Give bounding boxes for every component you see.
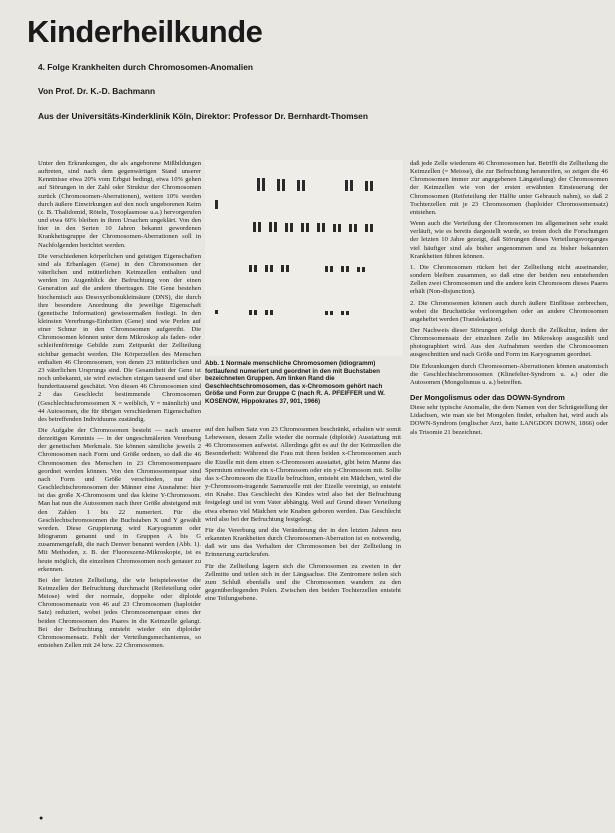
column-3 xyxy=(410,160,608,825)
paragraph: auf den halben Satz von 23 Chromosomen beschränkt, erhalten wir somit Lebewesen, dessen Zelle wieder die normale (diploide) Ausstattung mit 46 Chromosomen aufweist. Allerdings gibt es auf ihr der Keimzellen die Besonderheit: Während die Frau mit ihren beiden x-Chromosomen auch die Eizelle mit dem einen x-Chromosom ausstattet, gibt beim Manne das Spermium entweder ein x-Chromosom oder ein y-Chromosom mit. Sollte das x-Chromosom die Eizelle befruchten, entsteht ein Mädchen, wird die y-Chromosom-tragende Samenzelle mit der Eizelle vereinigt, so entsteht ein Knabe. Das Geschlecht des Kindes wird also bei der Befruchtung festgelegt und ist vom Vater abhängig. Weil auf Grund dieser Verteilung etwa ebenso viel Mädchen wie Knaben geboren werden. Das Geschlecht wird also bei der Befruchtung festgelegt. xyxy=(205,426,401,523)
paragraph: Die Erkrankungen durch Chromosomen-Aberrationen können anatomisch die Geschlechtschromosomen (Klinefelter-Syndrom u. a.) oder die Autosomen (Mongolismus u. a.) betreffen. xyxy=(410,362,608,386)
paragraph: Diese sehr typische Anomalie, die dem Namen von der Schrägstellung der Lidachsen, wie man sie bei Mongolen findet, erhalten hat, wird auch als DOWN-Syndrom (englischer Arzt, hatte LANGDON DOWN, 1866) oder als Trisomie 21 bezeichnet. xyxy=(410,404,608,436)
paragraph: daß jede Zelle wiederum 46 Chromosomen hat. Betrifft die Zellteilung die Keimzellen (= Meiose), die zur Befruchtung heranreifen, so zeigen die 46 Chromosomen immer zur angegebenen Längsteilung) der Chromosomen der Keimzellen wie von der ersten erwähnten Einsteuerung der Chromosomen (Reifeteilung der Hälfte unter Gebrauch nahm), so daß 2 Tochterzellen mit je 23 Chromosomen (haploider Chromosomensatz) entstehen. xyxy=(410,160,608,216)
affiliation-line: Aus der Universitäts-Kinderklinik Köln, Direktor: Professor Dr. Bernhardt-Thomsen xyxy=(38,111,368,121)
paragraph: Wenn auch die Verteilung der Chromosomen im allgemeinen sehr exakt verläuft, wie es bereits dargestellt wurde, so treten doch die Forschungen der letzten 10 Jahre gezeigt, daß Störungen dieses Verteilungsvorganges viel häufiger sind als bisher angenommen und zu bisher bekannten Krankheiten führen können. xyxy=(410,220,608,260)
series-subtitle: 4. Folge Krankheiten durch Chromosomen-Anomalien xyxy=(38,62,253,72)
paragraph: Die verschiedenen körperlichen und geistigen Eigenschaften sind als Erbanlagen (Gene) in den Chromosomen der väterlichen und mütterlichen Keimzellen enthalten und werden im Augenblick der Befruchtung von der einen Generation auf die andere übertragen. Die Gene bestehen biochemisch aus Desoxyribonukleinsäure (DNS), die durch ihre besondere Anordnung die jeweilige Eigenschaft (genetische Information) gewissermaßen festlegt. In den kleinsten Vererbungs-Einheiten (Gene) sind wie Perlen auf einer Schnur in den Chromosomen aufgereiht. Die Chromosomen können unter dem Mikroskop als faden- oder schleifenförmige Gebilde zum Zeitpunkt der Zellteilung sichtbar gemacht werden. Die Körperzellen des Menschen enthalten 46 Chromosomen, von denen 23 mütterlichen und 23 väterlichen Ursprungs sind. Die Gesamtheit der Gene ist noch unbekannt, sie wird zwischen einigen tausend und über hunderttausend geschätzt. Von diesen 46 Chromosomen sind 2 das Geschlecht bestimmende Chromosomen (Geschlechtschromosomen X = weiblich, Y = männlich) und 44 Autosomen, die für übrigen verschiedenen Eigenschaften des betreffenden Individuums zuständig. xyxy=(38,252,201,423)
paragraph: Bei der letzten Zellteilung, die wie beispielsweise die Keimzellen der Befruchtung durchmacht (Reifeteilung oder Meiose) wird der normale, doppelte oder diploide Chromosomensatz von 46 auf 23 Chromosomen (haploider Satz) reduziert, wobei jedes Chromosomenpaar eines der beiden Chromosomen des Paares in die Keimzelle gelangt. Bei der Befruchtung entsteht wieder ein diploider Chromosomensatz. Fehlt der Verteilungsmechanismus, so entstehen Zellen mit 24 bzw. 22 Chromosomen. xyxy=(38,576,201,650)
paragraph: Die Aufgabe der Chromosomen besteht — nach unserer derzeitigen Kenntnis — in der ungeschmälerten Vererbung der genetischen Merkmale. Sie können sämtliche jeweils 2 Chromosomen nach Form und Größe ordnen, so daß die 46 Chromosomen des Menschen in 23 Chromosomenpaare geordnet werden können. Von den Chromosomenpaar sind nach Form und Größe verschieden, nur die Geschlechtschromosomen der Männer eine Ausnahme: hier ist das große X-Chromosom und das kleine Y-Chromosom. Man hat nun die Autosomen nach ihrer Größe absteigend mit den Zahlen 1 bis 22 numeriert. Für die Geschlechtschromosomen die Buchstaben X und Y gewählt worden. Diese Gruppierung wird Karyogramm oder Idiogramm genannt und in Gruppen A bis G zusammengefaßt, die nach Denver benannt werden (Abb. 1). Mit Methoden, z. B. der Fluoreszenz-Mikroskopie, ist es heute möglich, die einzelnen Chromosomen noch genauer zu erkennen. xyxy=(38,427,201,573)
list-item: 1. Die Chromosomen rücken bei der Zellteilung nicht auseinander, sondern bleiben zusammen, so daß eine der beiden neu entstehenden Zellen zwei Chromosomen und die andere kein Chromosom dieses Paares erhält (Non-disjunction). xyxy=(410,263,608,296)
paragraph: Für die Vererbung und die Veränderung der in den letzten Jahren neu erkannten Krankheiten durch Chromosomen-Aberration ist es notwendig, daß wir uns das Verhalten der Chromosomen bei der Zellteilung in Erinnerung zurückrufen. xyxy=(205,526,401,559)
column-2 xyxy=(205,426,401,826)
column-1 xyxy=(38,160,201,825)
karyogram-image xyxy=(205,160,403,356)
karyogram-figure xyxy=(205,160,403,356)
paragraph: Für die Zellteilung lagern sich die Chromosomen zu zweien in der Zellmitte und teilen sich in der Längsachse. Die Zentromere teilen sich zum Schluß ebenfalls und die Chromosomen wandern zu den gegenüberliegenden Polen. Zwischen den beiden Tochterzellen entsteht eine Teilungsebene. xyxy=(205,562,401,603)
footer-marker: ● xyxy=(39,815,44,822)
list-item: 2. Die Chromosomen können auch durch äußere Einflüsse zerbrechen, wobei die Bruchstücke verlorengehen oder an andere Chromosomen angeheftet werden (Translokation). xyxy=(410,299,608,323)
section-heading: Der Mongolismus oder das DOWN-Syndrom xyxy=(410,393,565,403)
paragraph: Der Nachweis dieser Störungen erfolgt durch die Zellkultur, indem der Chromosomensatz der einzelnen Zelle im Mikroskop ausgezählt und photographiert wird. Aus den Aufnahmen werden die Chromosomen ausgeschnitten und nach Größe und Form im Karyogramm geordnet. xyxy=(410,326,608,359)
figure-caption: Abb. 1 Normale menschliche Chromosomen (Idiogramm) fortlaufend numeriert und geordnet in den mit Buchstaben bezeichneten Gruppen. Am linken Rand die Geschlechtschromosomen, das x-Chromosom gehört nach Größe und Form zur Gruppe C (nach R. A. PFEIFFER und W. KOSENOW, Hippokrates 37, 901, 1966) xyxy=(205,360,385,405)
page-title: Kinderheilkunde xyxy=(27,14,263,49)
author-line: Von Prof. Dr. K.-D. Bachmann xyxy=(38,86,156,96)
paragraph: Unter den Erkrankungen, die als angeborene Mißbildungen auftreten, sind nach dem gegenwärtigen Stand unserer Kenntnisse etwa 20% vom Erbgut bedingt, etwa 10% gehen auf Störungen in der Zahl oder Struktur der Chromosomen zurück (Chromosomen-Aberrationen), weitere 10% werden durch äußere Einwirkungen auf den noch ungeborenen Keim (z. B. Thalidomid, Röteln, Toxoplasmose u.a.) hervorgerufen und etwa 60% bleiben in ihren Ursachen ungeklärt. Von den hier in den Serien 10 Jahren bekannt gewordenen Krankheitsgruppe der Chromosomen-Aberrationen soll in Nachfolgenden berichtet werden. xyxy=(38,160,201,249)
